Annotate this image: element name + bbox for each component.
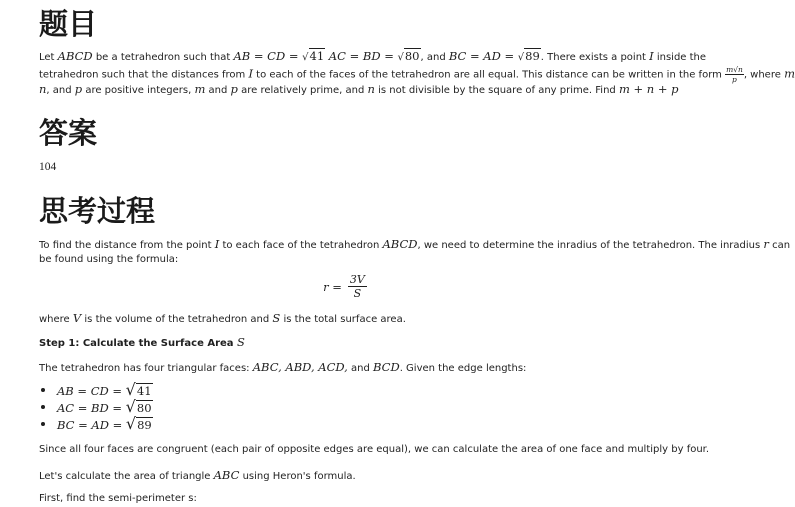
step-1-heading: Step 1: Calculate the Surface Area S <box>39 335 245 349</box>
math-edge-ab: AB = CD = <box>233 49 303 63</box>
math-tetrahedron: ABCD <box>382 237 418 251</box>
math-m: m <box>784 66 795 81</box>
math-m: m <box>194 82 206 96</box>
problem-text: , and <box>420 52 449 63</box>
list-item: BC = AD = √89 <box>39 415 153 432</box>
sqrt-80: √80 <box>397 49 420 63</box>
math-edge-bc: BC = AD = <box>448 49 518 63</box>
inradius-formula <box>0 273 690 307</box>
problem-line-1 <box>39 48 706 66</box>
formula-fraction <box>348 273 367 300</box>
process-line-1: To find the distance from the point I to each face of the tetrahedron ABCD, we need to determine the inradius of the tetrahedron. The inradius r can <box>39 237 791 251</box>
formula-denominator: S <box>353 287 362 300</box>
process-line-3: where V is the volume of the tetrahedron and S is the total surface area. <box>39 311 406 325</box>
answer-heading: 答案 <box>39 116 98 150</box>
problem-text: is not divisible by the square of any prime. Find <box>374 85 619 96</box>
process-line-5: Since all four faces are congruent (each pair of opposite edges are equal), we can calculate the area of one face and multiply by four. <box>39 444 710 455</box>
problem-text: inside the <box>653 52 707 63</box>
problem-text: tetrahedron such that the distances from <box>39 69 249 81</box>
problem-text: , where <box>743 69 785 81</box>
formula-lhs: r = <box>323 279 342 294</box>
math-tetrahedron: ABCD <box>57 49 93 63</box>
math-face-bcd: BCD <box>373 360 400 374</box>
sqrt-41: √41 <box>125 380 152 399</box>
problem-text: are relatively prime, and <box>237 85 368 96</box>
math-n: n <box>39 82 47 96</box>
math-triangle-abc: ABC <box>213 468 240 482</box>
math-r: r <box>763 237 769 251</box>
math-p: p <box>230 82 238 96</box>
problem-text: be a tetrahedron such that <box>92 52 234 63</box>
process-line-6: Let's calculate the area of triangle ABC using Heron's formula. <box>39 468 356 482</box>
answer-value: 104 <box>39 161 57 173</box>
problem-text: . There exists a point <box>540 52 650 63</box>
math-s: S <box>272 311 281 325</box>
process-heading: 思考过程 <box>39 194 156 228</box>
sqrt-89: √89 <box>517 49 540 63</box>
math-s: S <box>237 335 245 349</box>
problem-text: and <box>205 85 231 96</box>
formula-numerator: 3V <box>349 273 365 286</box>
math-point-i: I <box>214 237 220 251</box>
fraction-m-sqrt-n-over-p: $\frac{m√n}{p}$ <box>726 65 743 84</box>
problem-text: , and <box>46 85 75 96</box>
math-p: p <box>74 82 83 96</box>
math-point-i: I <box>248 66 253 81</box>
math-edge-ac: AC = BD = <box>325 49 398 63</box>
list-item: AB = CD = √41 <box>39 381 153 398</box>
edge-length-list <box>39 381 153 432</box>
math-n: n <box>367 82 375 96</box>
math-point-i: I <box>649 49 654 63</box>
process-line-4: The tetrahedron has four triangular faces: ABC, ABD, ACD, and BCD. Given the edge lengths: <box>39 360 527 374</box>
sqrt-80: √80 <box>125 397 152 416</box>
problem-text: are positive integers, <box>82 85 195 96</box>
math-find-expression: m + n + p <box>618 82 679 96</box>
list-item: AC = BD = √80 <box>39 398 153 415</box>
math-v: V <box>72 311 82 325</box>
math-faces: ABC, ABD, ACD, <box>252 360 348 374</box>
problem-line-3 <box>39 81 679 99</box>
sqrt-89: √89 <box>125 414 152 433</box>
process-line-7: First, find the semi-perimeter s: <box>39 493 197 504</box>
process-line-2: be found using the formula: <box>39 254 179 265</box>
problem-text: Let <box>39 52 58 63</box>
problem-text: to each of the faces of the tetrahedron are all equal. This distance can be written in the form <box>253 69 726 81</box>
problem-heading: 题目 <box>39 7 98 41</box>
sqrt-41: √41 <box>302 49 325 63</box>
